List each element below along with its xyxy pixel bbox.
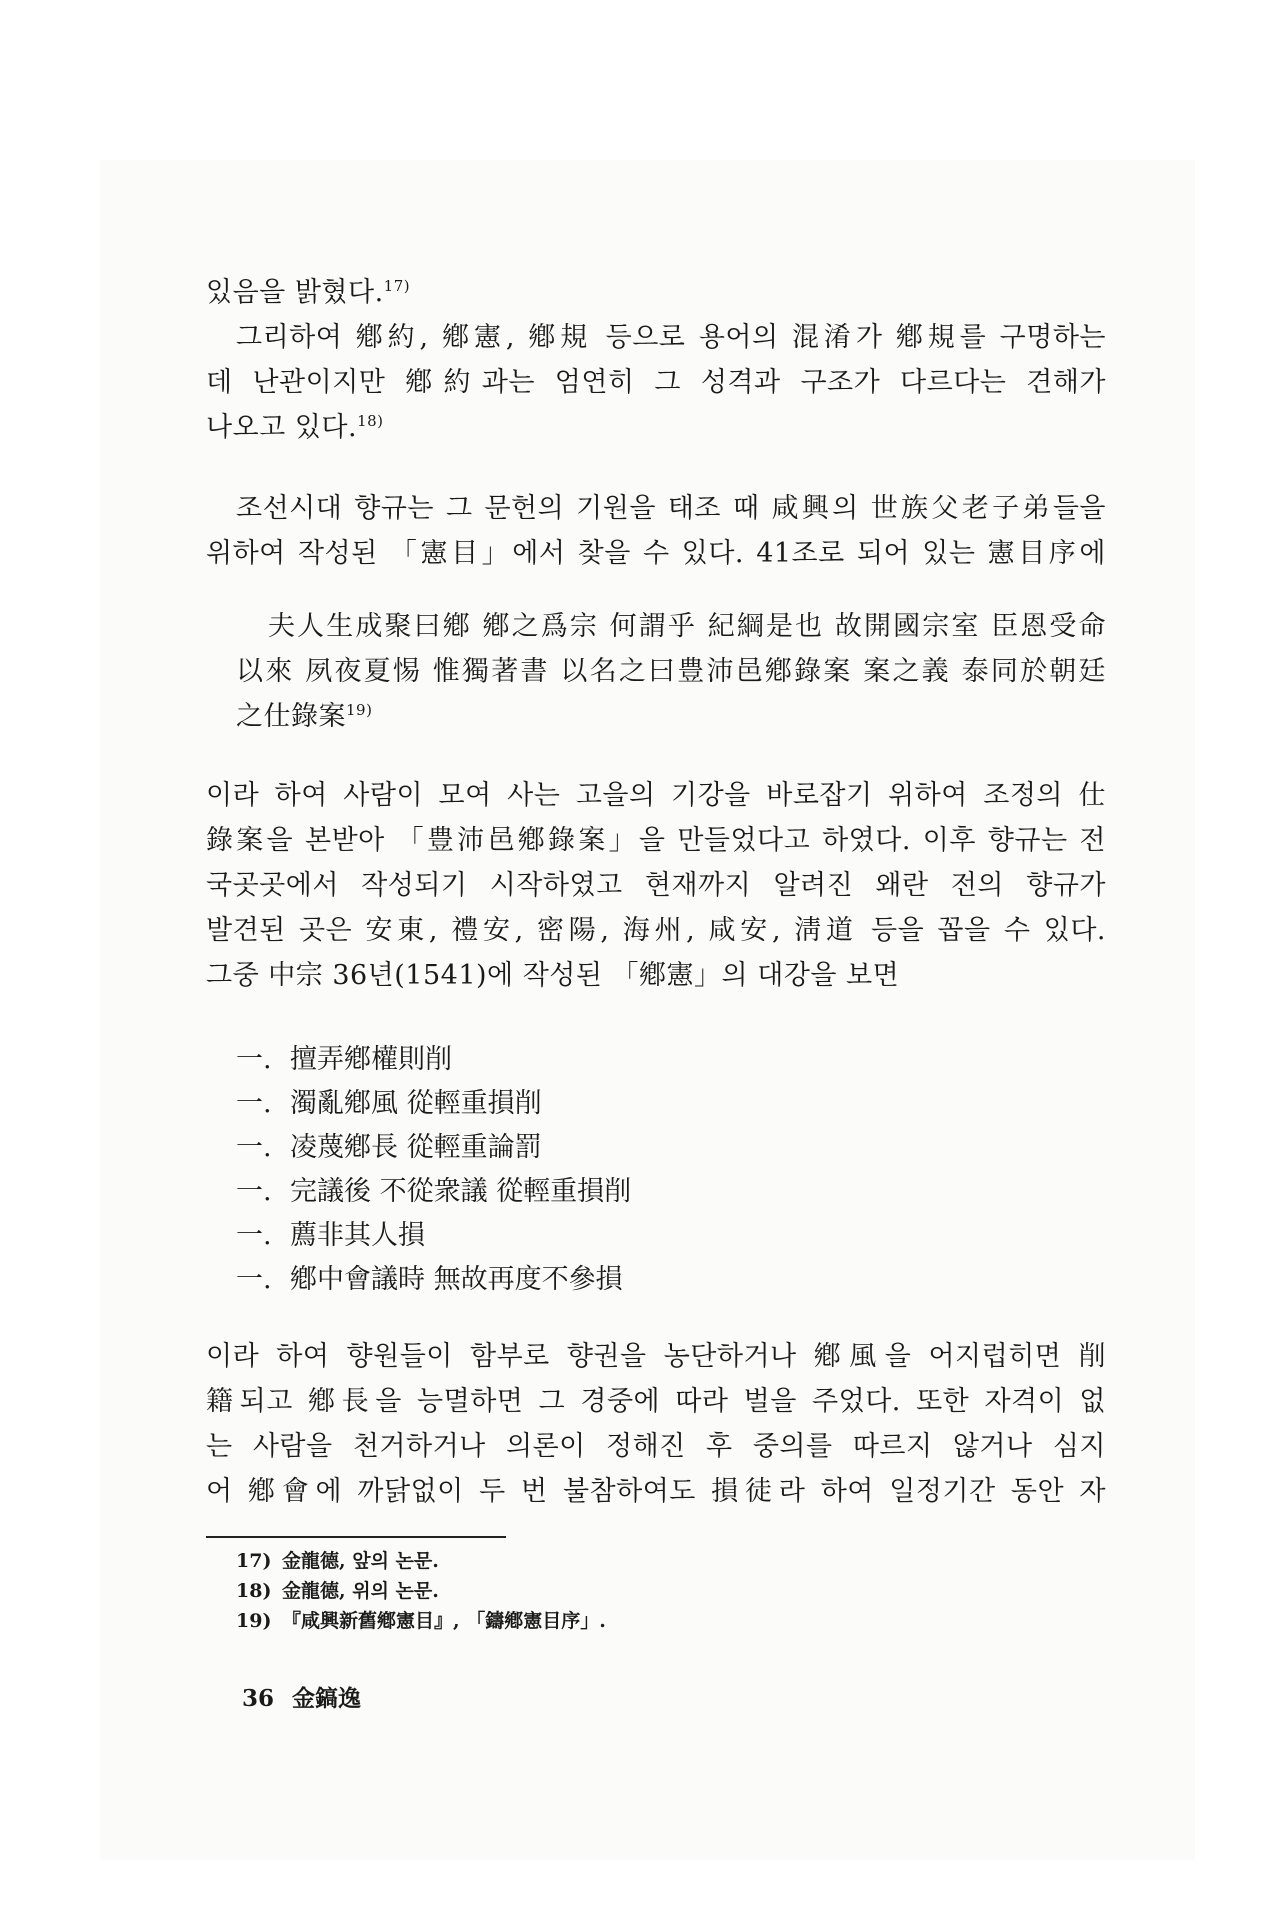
- list-item: 一. 擅弄鄕權則削: [236, 1044, 452, 1075]
- footnote: 17) 金龍德, 앞의 논문.: [236, 1550, 439, 1572]
- quote-line: 之仕錄案$^{19)}$: [236, 701, 373, 732]
- list-item: 一. 濁亂鄕風 從輕重損削: [236, 1088, 542, 1119]
- paragraph-4: [206, 1334, 1106, 1514]
- quote-line: 夫人生成聚曰鄕 鄕之爲宗 何謂乎 紀綱是也 故開國宗室 臣恩受命: [268, 611, 1106, 642]
- text-line: 이라 하여 사람이 모여 사는 고을의 기강을 바로잡기 위하여 조정의 仕: [206, 780, 1106, 811]
- footnote-divider: [206, 1536, 506, 1538]
- text-line: 籍되고 鄕長을 능멸하면 그 경중에 따라 벌을 주었다. 또한 자격이 없: [206, 1386, 1106, 1417]
- text-line: 위하여 작성된 「憲目」에서 찾을 수 있다. 41조로 되어 있는 憲目序에: [206, 538, 1106, 569]
- text-line: 는 사람을 천거하거나 의론이 정해진 후 중의를 따르지 않거나 심지: [206, 1431, 1106, 1462]
- text-line: 발견된 곳은 安東, 禮安, 密陽, 海州, 咸安, 淸道 등을 꼽을 수 있다.: [206, 915, 1106, 946]
- rules-list: [206, 1038, 1106, 1302]
- text-line: 나오고 있다.$^{18)}$: [206, 412, 384, 443]
- list-item: 一. 鄕中會議時 無故再度不參損: [236, 1264, 623, 1295]
- text-line: 국곳곳에서 작성되기 시작하였고 현재까지 알려진 왜란 전의 향규가: [206, 870, 1106, 901]
- text-line: 錄案을 본받아 「豊沛邑鄕錄案」을 만들었다고 하였다. 이후 향규는 전: [206, 825, 1106, 856]
- footnote-ref: 17): [383, 277, 411, 295]
- paragraph-3: [206, 773, 1106, 998]
- paragraph-1: [206, 270, 1106, 450]
- footnote: 19) 『咸興新舊鄕憲目』, 「鑄鄕憲目序」.: [236, 1610, 606, 1632]
- text-line: 어 鄕會에 까닭없이 두 번 불참하여도 損徒라 하여 일정기간 동안 자: [206, 1476, 1106, 1507]
- footnote-ref: 18): [357, 412, 384, 430]
- list-item: 一. 薦非其人損: [236, 1220, 425, 1251]
- footnotes: [206, 1546, 1106, 1636]
- text-line: 그중 中宗 36년(1541)에 작성된 「鄕憲」의 대강을 보면: [206, 960, 900, 991]
- footnote: 18) 金龍德, 위의 논문.: [236, 1580, 439, 1602]
- text-line: 조선시대 향규는 그 문헌의 기원을 태조 때 咸興의 世族父老子弟들을: [236, 493, 1106, 524]
- page-number: 36: [242, 1685, 275, 1712]
- quote-line: 以來 夙夜夏惕 惟獨著書 以名之曰豊沛邑鄕錄案 案之義 泰同於朝廷: [236, 656, 1106, 687]
- block-quote: [206, 604, 1106, 739]
- text-line: 있음을 밝혔다.$^{17)}$: [206, 277, 411, 308]
- footnote-ref: 19): [346, 701, 373, 719]
- text-line: 데 난관이지만 鄕約과는 엄연히 그 성격과 구조가 다르다는 견해가: [206, 367, 1106, 398]
- list-item: 一. 完議後 不從衆議 從輕重損削: [236, 1176, 632, 1207]
- text-line: 이라 하여 향원들이 함부로 향권을 농단하거나 鄕風을 어지럽히면 削: [206, 1341, 1106, 1372]
- page-content: [206, 270, 1106, 1713]
- text-line: 그리하여 鄕約, 鄕憲, 鄕規 등으로 용어의 混淆가 鄕規를 구명하는: [236, 322, 1106, 353]
- page-footer: [206, 1680, 1106, 1713]
- list-item: 一. 凌蔑鄕長 從輕重論罰: [236, 1132, 542, 1163]
- running-author: 金鎬逸: [292, 1685, 362, 1712]
- paragraph-2: [206, 486, 1106, 576]
